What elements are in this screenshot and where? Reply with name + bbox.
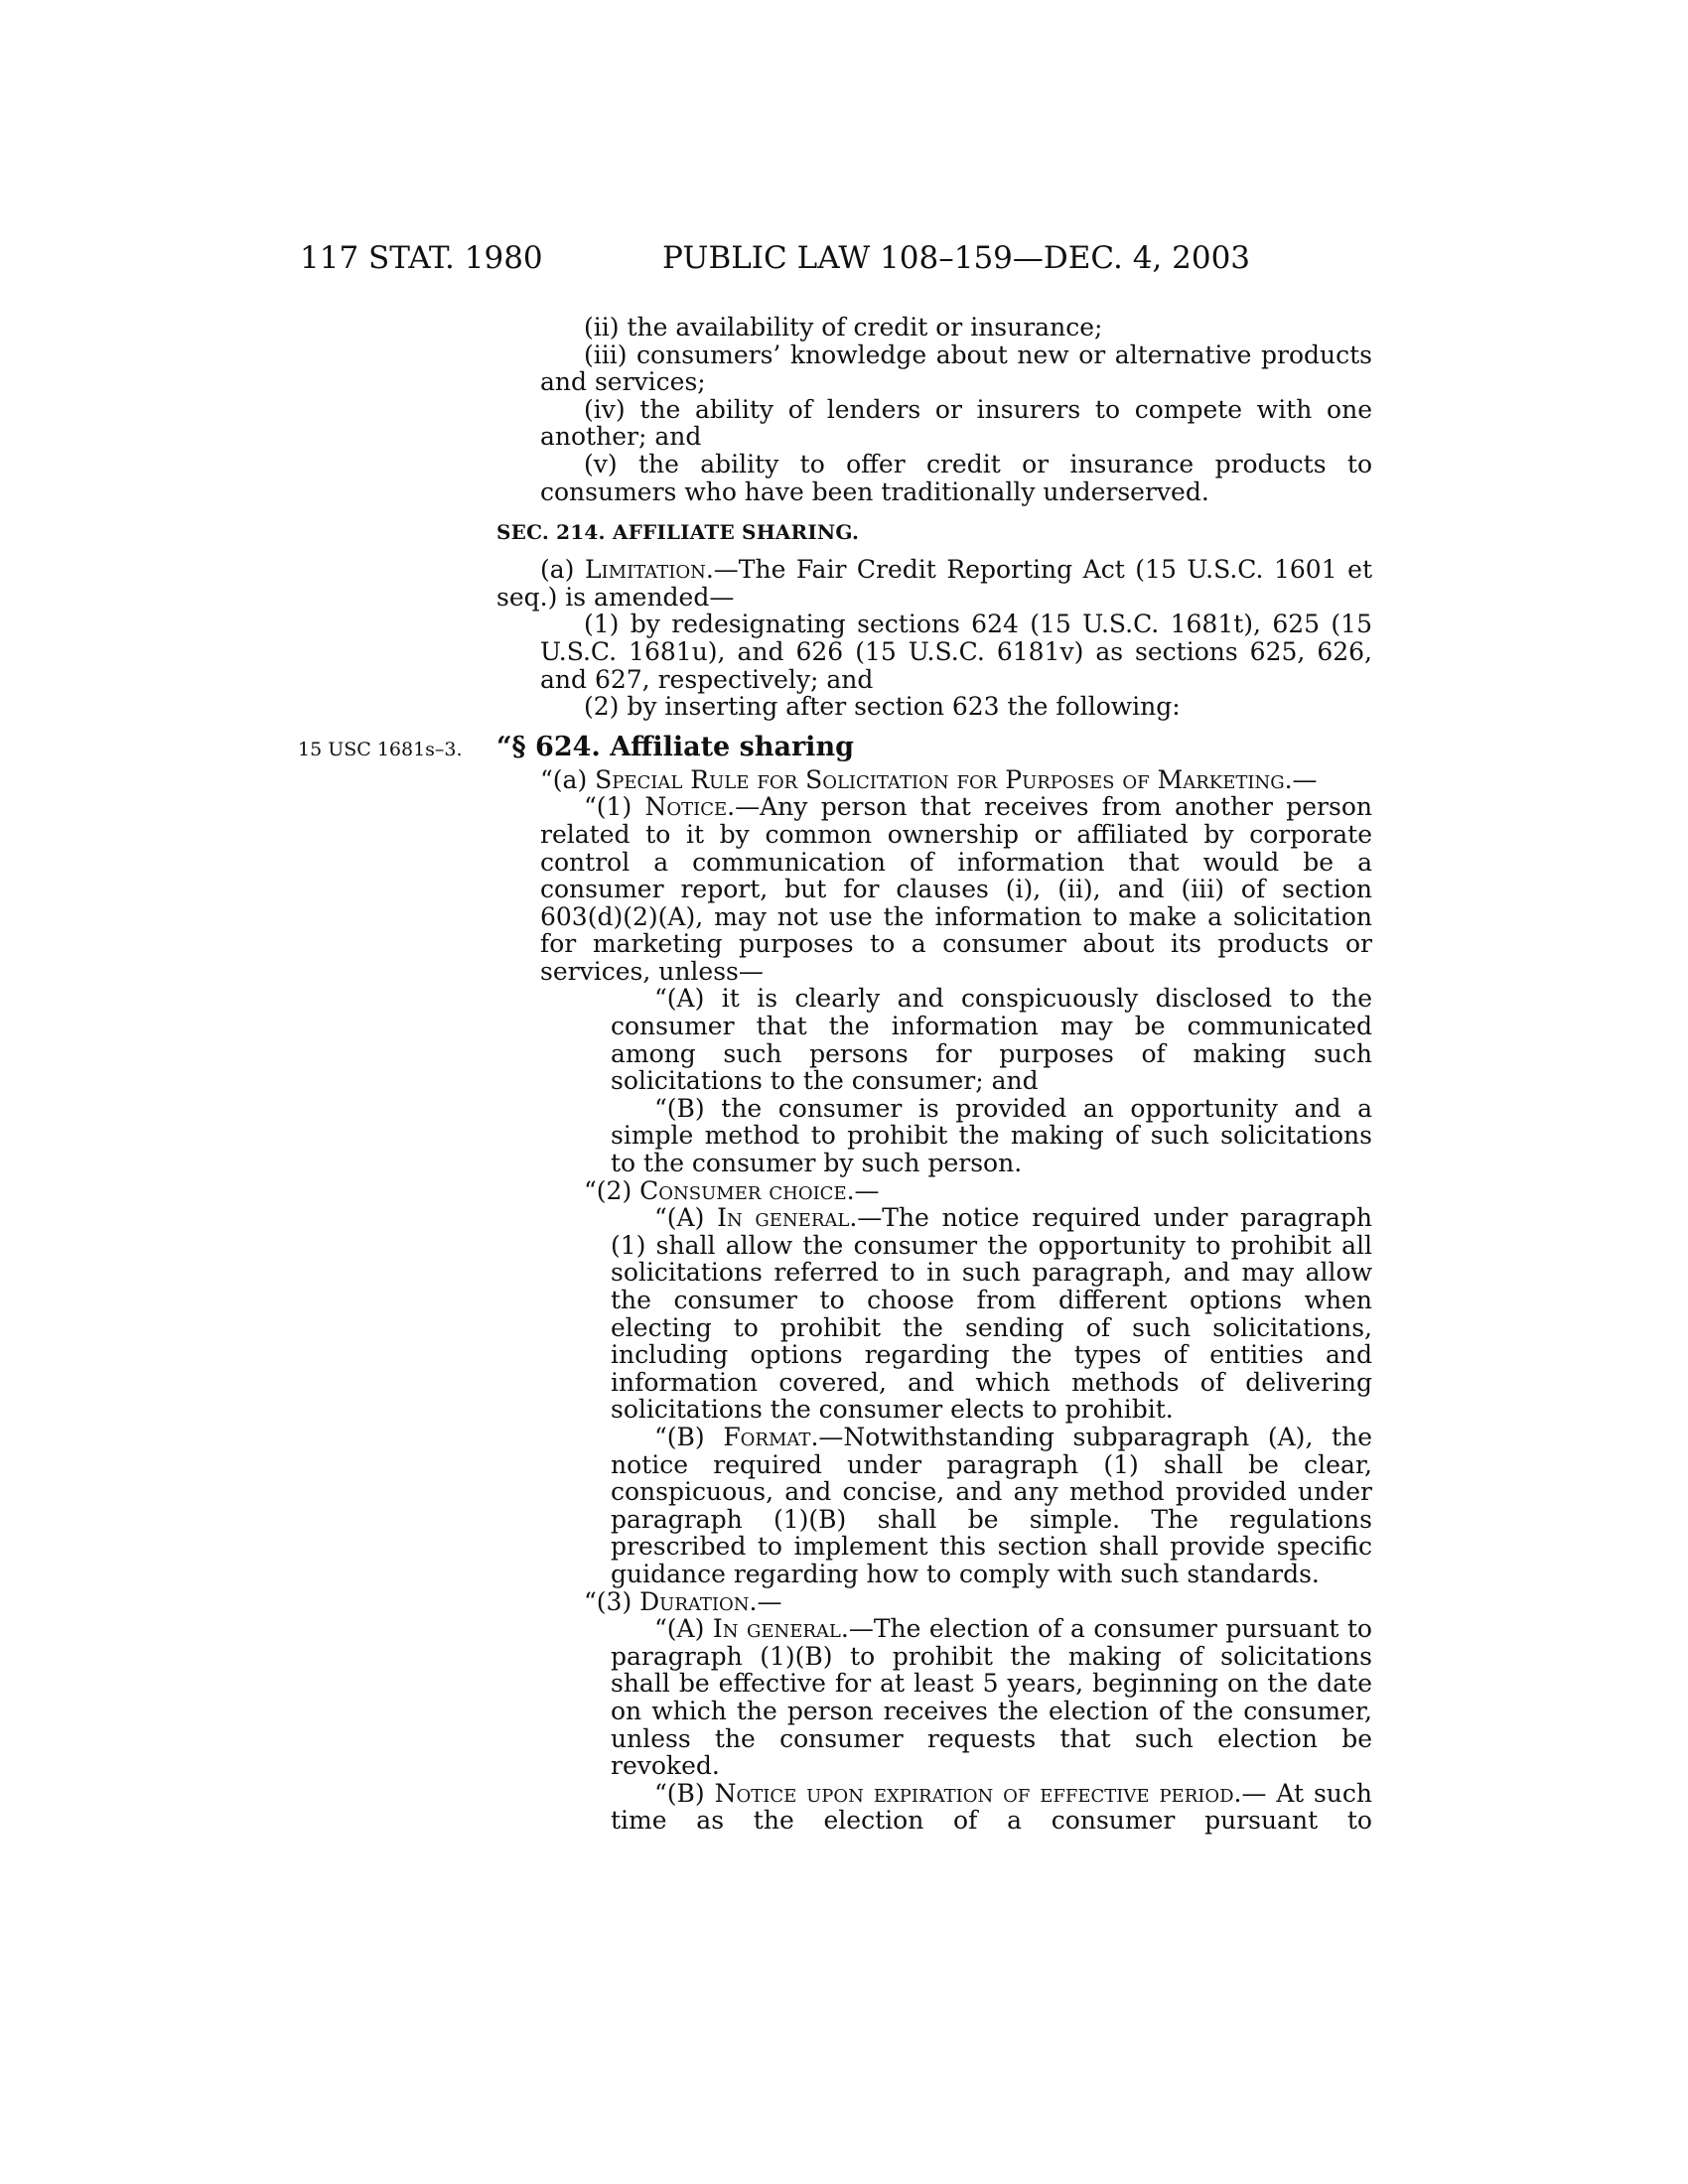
section-624-heading: 15 USC 1681s–3. “§ 624. Affiliate sharing	[298, 731, 854, 762]
amendment-item-2: (2) by inserting after section 623 the following:	[584, 692, 1181, 722]
body-text	[298, 313, 1372, 1836]
paragraph-2-consumer-choice: “(2) Consumer choice.—	[584, 1175, 880, 1205]
paragraph-1-A: “(A) it is clearly and conspicuously disclosed to the consumer that the information may be communicated among such persons for purposes of making such solicitations to the consumer; and	[611, 984, 1372, 1096]
clause-iii: (iii) consumers’ knowledge about new or alternative products and services;	[540, 340, 1372, 397]
paragraph-3-B: “(B) Notice upon expiration of effective period.— At such time as the election of a consumer pursuant to	[611, 1778, 1372, 1836]
paragraph-2-A: “(A) In general.—The notice required under paragraph (1) shall allow the consumer the opportunity to prohibit all solicitations referred to in such paragraph, and may allow the consumer to choose from different options when electing to prohibit the sending of such solicitations, including options regarding the types of entities and information covered, and which methods of delivering solicitations the consumer elects to prohibit.	[611, 1203, 1372, 1425]
clause-iv: (iv) the ability of lenders or insurers to compete with one another; and	[540, 394, 1372, 452]
usc-margin-note: 15 USC 1681s–3.	[298, 738, 463, 760]
special-rule-subsection: “(a) Special Rule for Solicitation for Purposes of Marketing.—	[540, 764, 1318, 794]
paragraph-1-B: “(B) the consumer is provided an opportunity and a simple method to prohibit the making of such solicitations to the consumer by such person.	[611, 1093, 1372, 1178]
section-214-heading: SEC. 214. AFFILIATE SHARING.	[496, 520, 860, 545]
clause-v: (v) the ability to offer credit or insurance products to consumers who have been traditionally underserved.	[540, 449, 1372, 506]
paragraph-3-A: “(A) In general.—The election of a consumer pursuant to paragraph (1)(B) to prohibit the making of solicitations shall be effective for at least 5 years, beginning on the date on which the person receives the election of the consumer, unless the consumer requests that such election be revoked.	[611, 1614, 1372, 1781]
page-number: 117 STAT. 1980	[300, 240, 543, 276]
subsection-a-limitation: (a) Limitation.—The Fair Credit Reporting Act (15 U.S.C. 1601 et seq.) is amended—	[496, 555, 1372, 612]
paragraph-1-notice: “(1) Notice.—Any person that receives from another person related to it by common ownership or affiliated by corporate control a communication of information that would be a consumer report, but for clauses (i), (ii), and (iii) of section 603(d)(2)(A), may not use the information to make a solicitation for marketing purposes to a consumer about its products or services, unless—	[540, 792, 1372, 986]
running-head	[0, 238, 1688, 278]
clause-ii: (ii) the availability of credit or insurance;	[584, 313, 1103, 341]
paragraph-2-B: “(B) Format.—Notwithstanding subparagraph (A), the notice required under paragraph (1) shall be clear, conspicuous, and concise, and any method provided under paragraph (1)(B) shall be simple. The regulations prescribed to implement this section shall provide specific guidance regarding how to comply with such standards.	[611, 1422, 1372, 1588]
amendment-item-1: (1) by redesignating sections 624 (15 U.S.C. 1681t), 625 (15 U.S.C. 1681u), and 626 (15 U.S.C. 6181v) as sections 625, 626, and 627, respectively; and	[540, 610, 1372, 694]
law-title: PUBLIC LAW 108–159—DEC. 4, 2003	[662, 240, 1251, 276]
paragraph-3-duration: “(3) Duration.—	[584, 1586, 782, 1616]
